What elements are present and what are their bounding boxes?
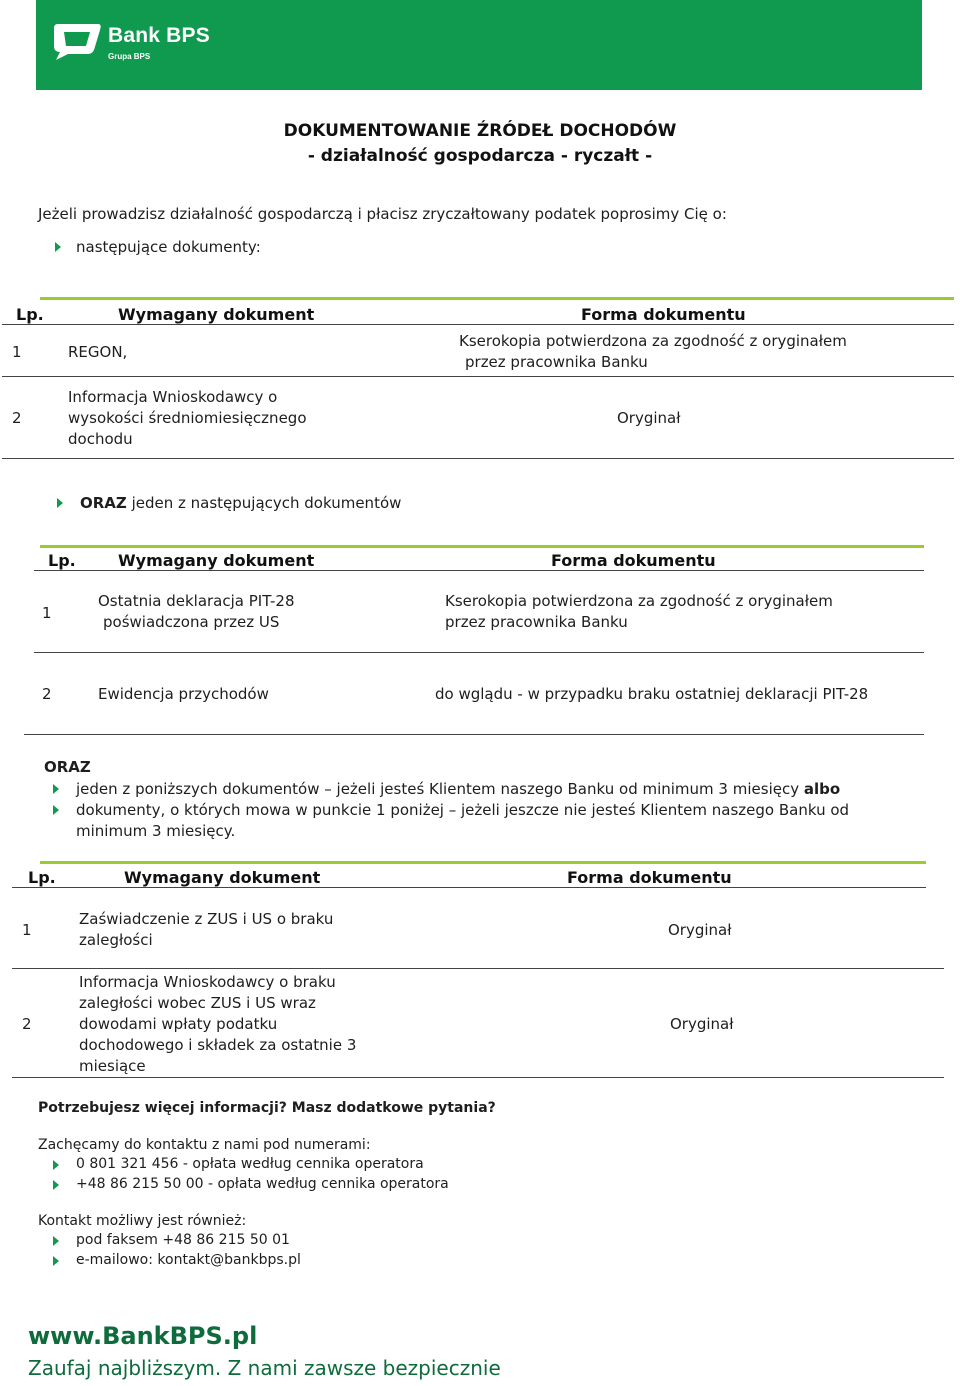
page-title: DOKUMENTOWANIE ŹRÓDEŁ DOCHODÓW [283, 121, 677, 141]
table2-row2-lp: 2 [42, 685, 52, 703]
table3-header-rule [12, 887, 926, 888]
table3-row2-lp: 2 [22, 1015, 32, 1033]
table2-row1-form-line1: Kserokopia potwierdzona za zgodność z oryginałem [445, 592, 833, 610]
table2-header-lp: Lp. [48, 551, 76, 570]
bullet-arrow-icon [53, 1180, 59, 1190]
contact-fax[interactable]: pod faksem +48 86 215 50 01 [76, 1232, 290, 1248]
table1-row2-doc-line1: Informacja Wnioskodawcy o [68, 388, 278, 406]
table2-header-doc: Wymagany dokument [118, 551, 315, 570]
footer-slogan: Zaufaj najbliższym. Z nami zawsze bezpiecznie [28, 1356, 501, 1380]
info-question: Potrzebujesz więcej informacji? Masz dodatkowe pytania? [38, 1100, 496, 1116]
contact-intro: Zachęcamy do kontaktu z nami pod numerami: [38, 1137, 371, 1153]
contact-email[interactable]: e-mailowo: kontakt@bankbps.pl [76, 1252, 301, 1268]
section3-heading: ORAZ [44, 758, 91, 776]
page-subtitle: - działalność gospodarcza - ryczałt - [307, 146, 653, 166]
section3-bullet1: jeden z poniższych dokumentów – jeżeli jesteś Klientem naszego Banku od minimum 3 miesięcy albo [76, 780, 841, 798]
table1-row2-doc-line2: wysokości średniomiesięcznego [68, 409, 307, 427]
contact-phone1[interactable]: 0 801 321 456 - opłata według cennika operatora [76, 1156, 424, 1172]
table3-row2-form: Oryginał [670, 1015, 734, 1033]
table2-header-rule [34, 570, 924, 571]
table1-header-lp: Lp. [16, 305, 44, 324]
table1-row2-doc-line3: dochodu [68, 430, 133, 448]
table3-row2-doc-line4: dochodowego i składek za ostatnie 3 [79, 1036, 357, 1054]
table3-header-form: Forma dokumentu [567, 868, 732, 887]
table2-row-rule [34, 652, 924, 653]
table3-row1-doc-line2: zaległości [79, 931, 153, 949]
table1-row1-lp: 1 [12, 343, 22, 361]
table3-row2-doc-line5: miesiące [79, 1057, 146, 1075]
bullet-arrow-icon [53, 1160, 59, 1170]
section3-bullet2-line1: dokumenty, o których mowa w punkcie 1 poniżej – jeżeli jeszcze nie jesteś Klientem naszego Banku od [76, 801, 850, 819]
table2-row1-lp: 1 [42, 604, 52, 622]
table1-row1-form-line2: przez pracownika Banku [465, 353, 648, 371]
intro-text: Jeżeli prowadzisz działalność gospodarczą i płacisz zryczałtowany podatek poprosimy Cię o: [38, 205, 727, 223]
table2-row1-form-line2: przez pracownika Banku [445, 613, 628, 631]
table3-row2-doc-line3: dowodami wpłaty podatku [79, 1015, 278, 1033]
table1-top-rule [40, 297, 954, 300]
bullet-arrow-icon [57, 498, 63, 508]
table2-row1-doc-line2: poświadczona przez US [103, 613, 280, 631]
section3-bullet2-line2: minimum 3 miesięcy. [76, 822, 236, 840]
table1-header-doc: Wymagany dokument [118, 305, 315, 324]
brand-group: Grupa BPS [108, 52, 151, 61]
footer-url[interactable]: www.BankBPS.pl [28, 1322, 258, 1350]
table2-header-form: Forma dokumentu [551, 551, 716, 570]
table1-row2-lp: 2 [12, 409, 22, 427]
bullet-arrow-icon [53, 805, 59, 815]
table2-top-rule [40, 545, 924, 548]
section2-text: ORAZ jeden z następujących dokumentów [80, 494, 402, 512]
table1-bottom-rule [2, 458, 954, 459]
brand-name: Bank BPS [108, 24, 210, 47]
table3-row2-doc-line1: Informacja Wnioskodawcy o braku [79, 973, 336, 991]
table3-row1-lp: 1 [22, 921, 32, 939]
bank-bps-logo-icon [50, 20, 104, 62]
table1-row1-form-line1: Kserokopia potwierdzona za zgodność z oryginałem [459, 332, 847, 350]
table2-row2-form: do wglądu - w przypadku braku ostatniej deklaracji PIT-28 [435, 685, 869, 703]
table3-top-rule [40, 861, 926, 864]
table1-row2-form: Oryginał [617, 409, 681, 427]
table1-header-form: Forma dokumentu [581, 305, 746, 324]
bullet-arrow-icon [53, 784, 59, 794]
contact-phone2[interactable]: +48 86 215 50 00 - opłata według cennika operatora [76, 1176, 449, 1192]
table3-row1-form: Oryginał [668, 921, 732, 939]
bullet-arrow-icon [53, 1256, 59, 1266]
table3-row-rule [12, 968, 944, 969]
contact-also-intro: Kontakt możliwy jest również: [38, 1213, 247, 1229]
table1-header-rule [2, 324, 954, 325]
table2-row1-doc-line1: Ostatnia deklaracja PIT-28 [98, 592, 295, 610]
table1-row-rule [2, 376, 954, 377]
intro-bullet: następujące dokumenty: [76, 238, 261, 256]
table2-bottom-rule [24, 734, 924, 735]
table3-row1-doc-line1: Zaświadczenie z ZUS i US o braku [79, 910, 334, 928]
table2-row2-doc: Ewidencja przychodów [98, 685, 269, 703]
bullet-arrow-icon [53, 1236, 59, 1246]
table3-bottom-rule [12, 1077, 944, 1078]
table1-row1-doc: REGON, [68, 343, 128, 361]
table3-header-doc: Wymagany dokument [124, 868, 321, 887]
table3-header-lp: Lp. [28, 868, 56, 887]
table3-row2-doc-line2: zaległości wobec ZUS i US wraz [79, 994, 316, 1012]
bullet-arrow-icon [55, 242, 61, 252]
